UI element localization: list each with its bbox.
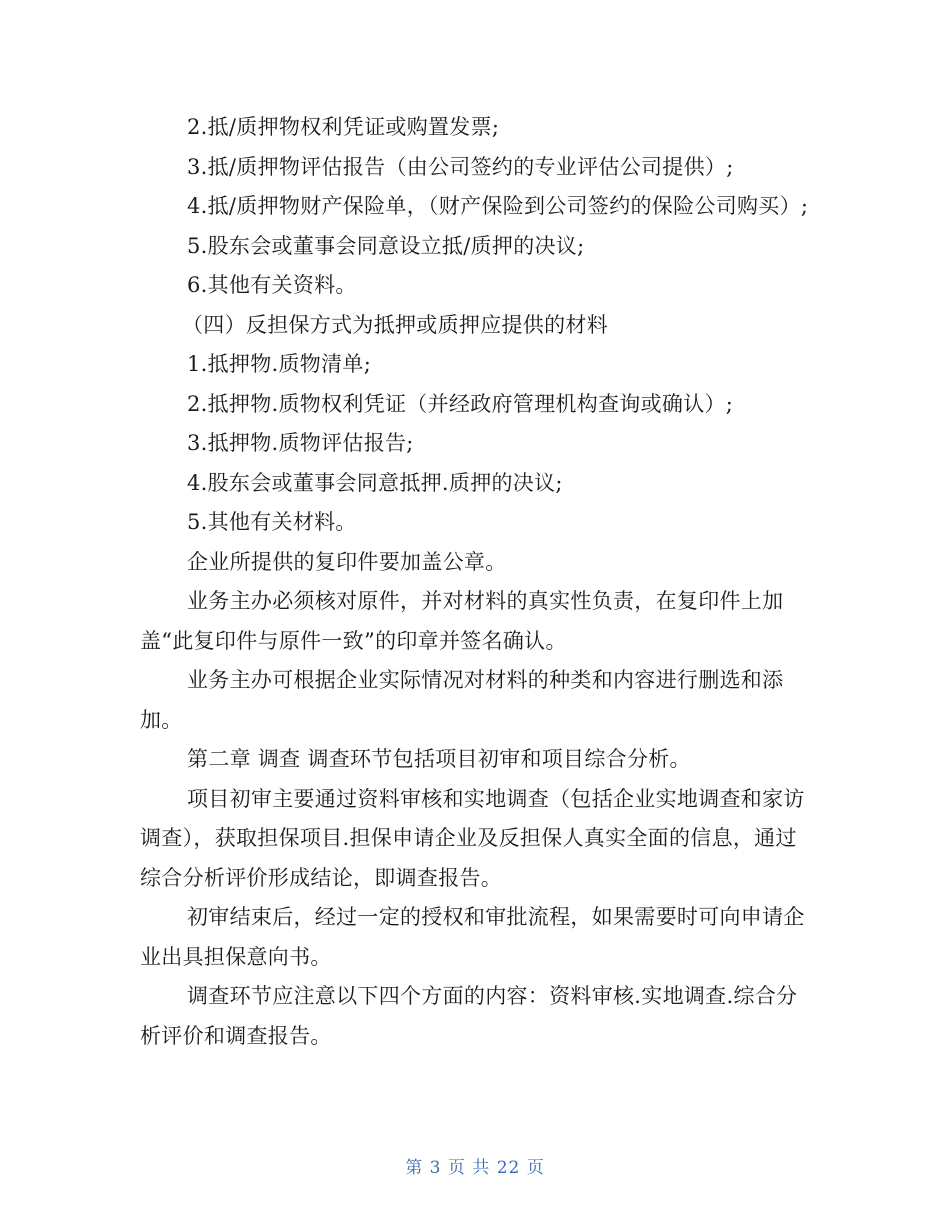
paragraph: 1.抵押物.质物清单; — [187, 352, 372, 376]
paragraph: 4.股东会或董事会同意抵押.质押的决议; — [187, 470, 563, 495]
paragraph: 4.抵/质押物财产保险单，（财产保险到公司签约的保险公司购买）; — [187, 194, 809, 218]
paragraph: 5.其他有关材料。 — [187, 510, 357, 534]
paragraph: 6.其他有关资料。 — [187, 273, 357, 297]
paragraph: 企业所提供的复印件要加盖公章。 — [187, 549, 507, 574]
paragraph: 3.抵押物.质物评估报告; — [187, 431, 414, 455]
paragraph: 项目初审主要通过资料审核和实地调查（包括企业实地调查和家访调查），获取担保项目.担保申请企业及反担保人真实全面的信息，通过综合分析评价形成结论，即调查报告。 — [140, 786, 805, 890]
paragraph: 初审结束后，经过一定的授权和审批流程，如果需要时可向申请企业出具担保意向书。 — [140, 905, 805, 969]
section-heading: （四）反担保方式为抵押或质押应提供的材料 — [182, 312, 608, 337]
paragraph: 调查环节应注意以下四个方面的内容：资料审核.实地调查.综合分析评价和调查报告。 — [140, 984, 798, 1048]
paragraph: 2.抵/质押物权利凭证或购置发票; — [187, 115, 500, 139]
paragraph: 业务主办可根据企业实际情况对材料的种类和内容进行删选和添加。 — [140, 668, 784, 732]
page-number-footer: 第 3 页 共 22 页 — [405, 1158, 545, 1178]
paragraph: 5.股东会或董事会同意设立抵/质押的决议; — [187, 233, 585, 258]
chapter-heading: 第二章 调查 调查环节包括项目初审和项目综合分析。 — [187, 747, 691, 771]
paragraph: 3.抵/质押物评估报告（由公司签约的专业评估公司提供）; — [187, 154, 734, 179]
paragraph: 2.抵押物.质物权利凭证（并经政府管理机构查询或确认）; — [187, 391, 734, 416]
document-body — [140, 108, 810, 1056]
paragraph: 业务主办必须核对原件，并对材料的真实性负责，在复印件上加盖“此复印件与原件一致”的印章并签名确认。 — [140, 589, 784, 653]
